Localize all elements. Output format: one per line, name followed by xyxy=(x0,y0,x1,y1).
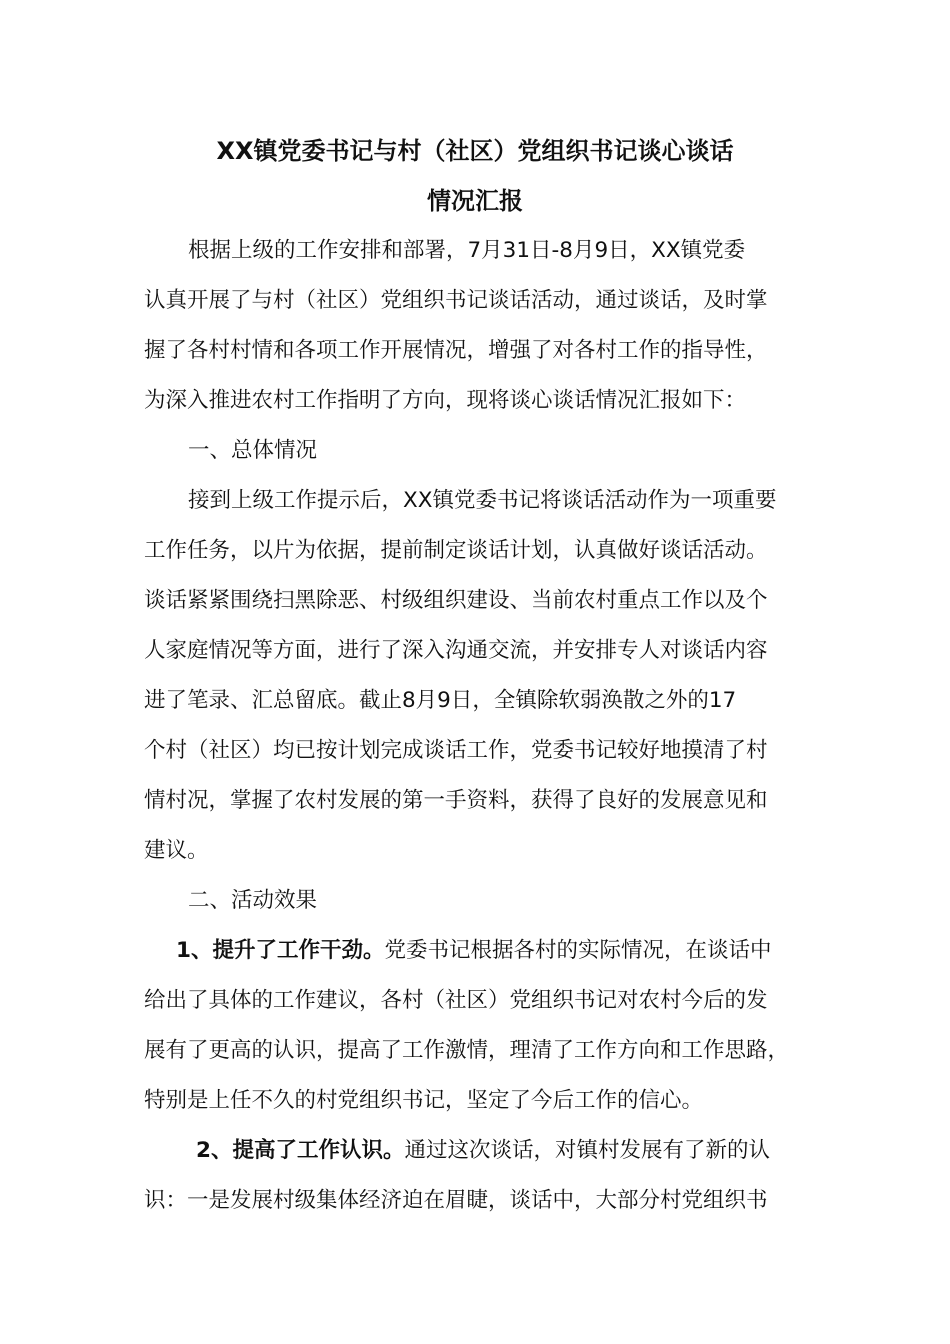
paragraph-line: 接到上级工作提示后，XX镇党委书记将谈话活动作为一项重要 xyxy=(188,488,777,513)
document-title-line-2: 情况汇报 xyxy=(427,187,523,215)
document-title-line-1: XX镇党委书记与村（社区）党组织书记谈心谈话 xyxy=(216,137,734,165)
paragraph-line xyxy=(176,936,816,966)
paragraph-line: 个村（社区）均已按计划完成谈话工作，党委书记较好地摸清了村 xyxy=(144,738,768,763)
paragraph-line: 展有了更高的认识，提高了工作激情，理清了工作方向和工作思路， xyxy=(144,1038,790,1063)
paragraph-line: 根据上级的工作安排和部署，7月31日-8月9日，XX镇党委 xyxy=(188,238,746,263)
paragraph-line: 为深入推进农村工作指明了方向，现将谈心谈话情况汇报如下： xyxy=(144,388,747,413)
paragraph-line: 特别是上任不久的村党组织书记，坚定了今后工作的信心。 xyxy=(144,1088,704,1113)
paragraph-line: 人家庭情况等方面，进行了深入沟通交流，并安排专人对谈话内容 xyxy=(144,638,768,663)
paragraph-text: 通过这次谈话，对镇村发展有了新的认 xyxy=(404,1138,770,1163)
paragraph-line: 进了笔录、汇总留底。截止8月9日，全镇除软弱涣散之外的17 xyxy=(144,688,737,713)
section-heading: 一、总体情况 xyxy=(188,438,318,463)
paragraph-line: 识：一是发展村级集体经济迫在眉睫，谈话中，大部分村党组织书 xyxy=(144,1188,768,1213)
paragraph-line: 工作任务，以片为依据，提前制定谈话计划，认真做好谈话活动。 xyxy=(144,538,768,563)
paragraph-line: 认真开展了与村（社区）党组织书记谈话活动，通过谈话，及时掌 xyxy=(144,288,768,313)
section-heading: 二、活动效果 xyxy=(188,888,318,913)
paragraph-line xyxy=(196,1136,816,1166)
bold-lead-phrase: 1、提升了工作干劲。 xyxy=(176,938,385,963)
paragraph-text: 党委书记根据各村的实际情况，在谈话中 xyxy=(384,938,772,963)
paragraph-line: 谈话紧紧围绕扫黑除恶、村级组织建设、当前农村重点工作以及个 xyxy=(144,588,768,613)
bold-lead-phrase: 2、提高了工作认识。 xyxy=(196,1138,405,1163)
paragraph-line: 握了各村村情和各项工作开展情况，增强了对各村工作的指导性， xyxy=(144,338,768,363)
paragraph-line: 情村况，掌握了农村发展的第一手资料，获得了良好的发展意见和 xyxy=(144,788,768,813)
paragraph-line: 建议。 xyxy=(144,838,209,863)
paragraph-line: 给出了具体的工作建议，各村（社区）党组织书记对农村今后的发 xyxy=(144,988,768,1013)
